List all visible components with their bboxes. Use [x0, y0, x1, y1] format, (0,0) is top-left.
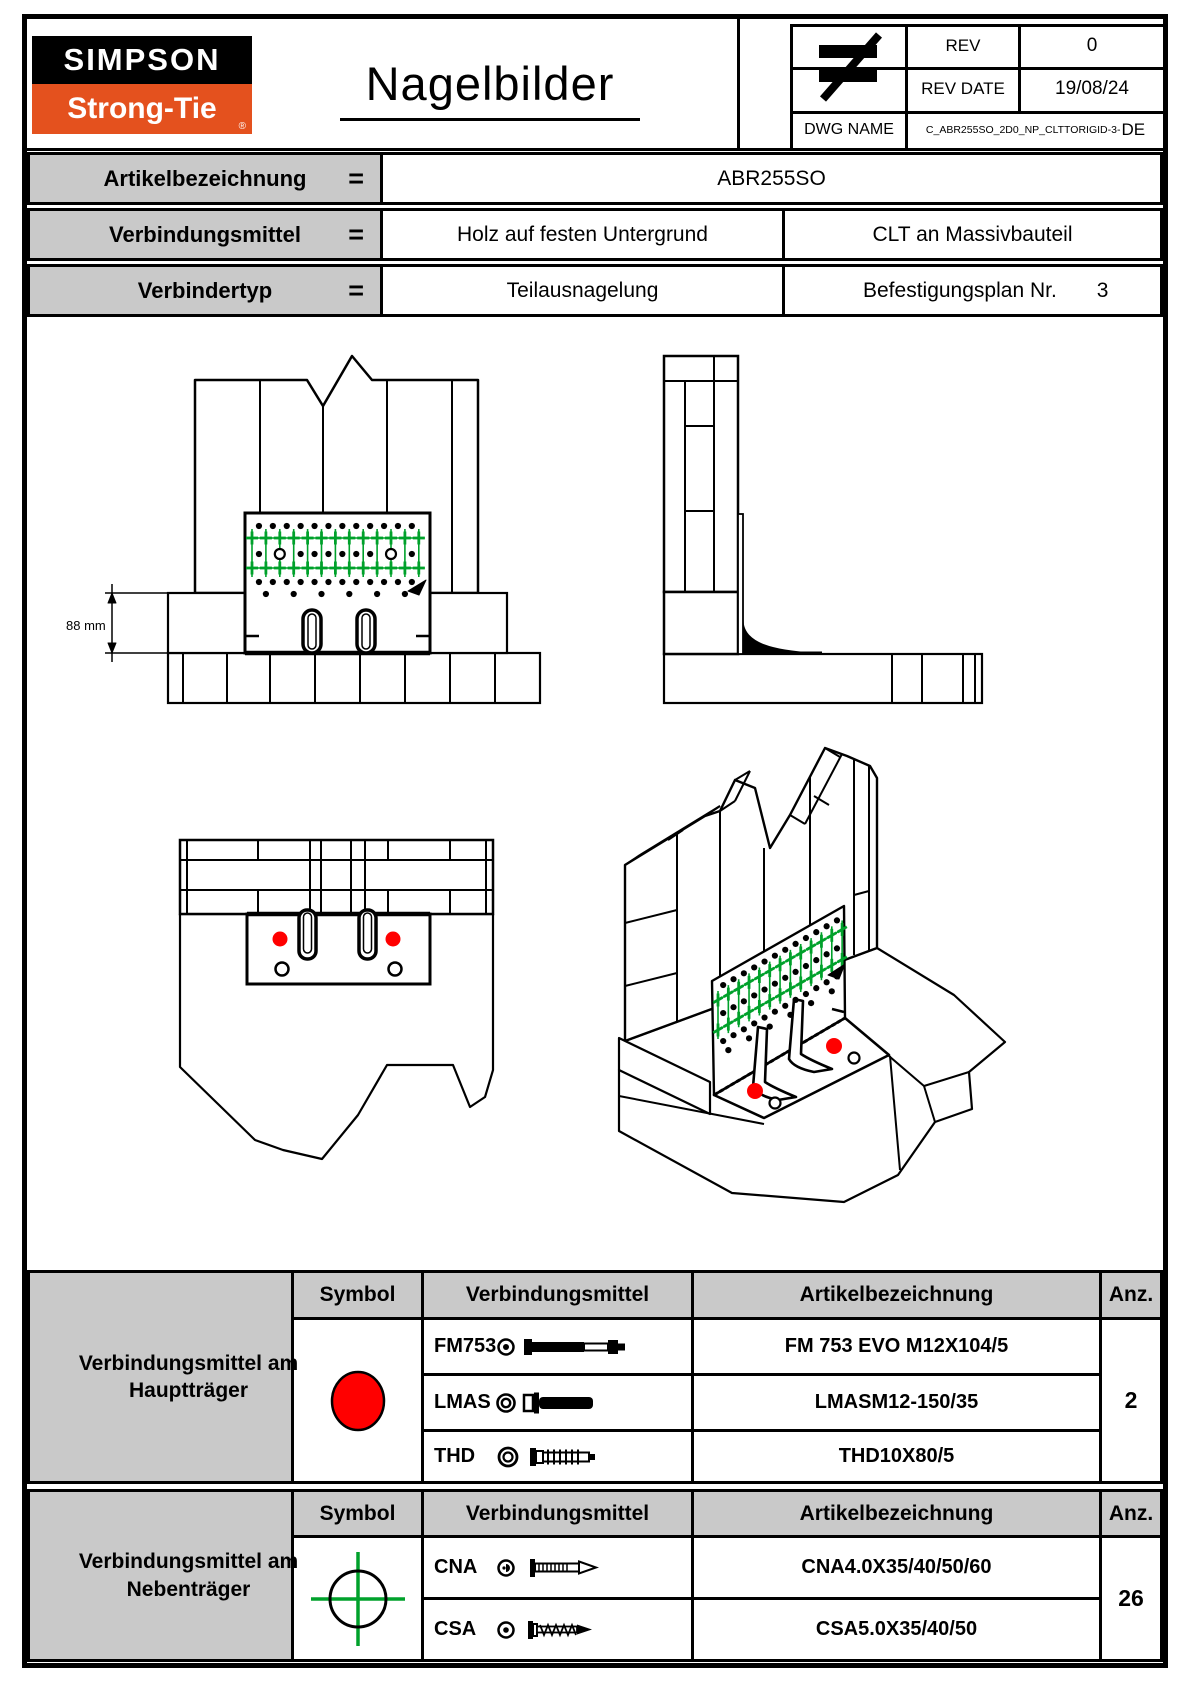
info-label-text: Verbindungsmittel [109, 221, 301, 247]
dimension-label: 88 mm [66, 618, 106, 633]
info-row-value-left [380, 264, 785, 317]
info-row-value [380, 152, 1163, 205]
fastener-type-value: Holz auf festen Untergrund [457, 222, 708, 246]
article-lmas: LMASM12-150/35 [814, 1391, 979, 1413]
connector-type-value: Teilausnagelung [506, 278, 659, 302]
dwg-name-suffix: DE [1121, 120, 1146, 139]
dwg-name-text: C_ABR255SO_2D0_NP_CLTTORIGID-3- [925, 124, 1121, 136]
logo-text-simpson: SIMPSON [63, 42, 221, 77]
column-header-fastener: Verbindungsmittel [465, 1501, 650, 1525]
rev-value: 0 [1086, 34, 1098, 56]
fastener-code: FM753 [434, 1335, 497, 1357]
info-row-value-right [782, 264, 1163, 317]
title-block-divider [737, 14, 740, 151]
column-header-symbol: Symbol [319, 1501, 396, 1525]
info-row-value-left [380, 208, 785, 261]
article-csa: CSA5.0X35/40/50 [815, 1618, 978, 1640]
fastener-row-csa [424, 1600, 691, 1659]
column-header-symbol: Symbol [319, 1283, 396, 1306]
equals-sign: = [348, 219, 364, 249]
column-header-qty: Anz. [1108, 1283, 1154, 1306]
column-header-qty: Anz. [1108, 1501, 1154, 1525]
side-view-drawing [570, 318, 1050, 710]
legend-table-nebentraeger [27, 1489, 1163, 1662]
article-cna: CNA4.0X35/40/50/60 [801, 1556, 992, 1578]
symbol-main-member [294, 1320, 421, 1481]
simpson-logo [32, 36, 252, 84]
fastener-code: CNA [434, 1556, 478, 1578]
info-row-label [27, 208, 383, 261]
rev-date-value: 19/08/24 [1055, 78, 1129, 99]
rev-label: REV [945, 35, 981, 55]
column-header-article: Artikelbezeichnung [799, 1283, 994, 1306]
article-thd: THD10X80/5 [838, 1445, 955, 1467]
legend-table-haupttraeger [27, 1270, 1163, 1484]
registered-mark: ® [238, 121, 246, 132]
isometric-view-drawing [552, 678, 1022, 1218]
symbol-secondary-member [294, 1538, 421, 1659]
article-designation-value: ABR255SO [717, 166, 826, 190]
lmas-anchor-icon [496, 1386, 686, 1420]
green-crosshair-icon [303, 1544, 413, 1654]
equals-sign: = [348, 275, 364, 305]
fastener-row-fm753 [424, 1320, 691, 1373]
page-title: Nagelbilder [340, 56, 640, 121]
article-fm753: FM 753 EVO M12X104/5 [784, 1335, 1009, 1357]
fastening-plan-number: 3 [1096, 278, 1109, 302]
fastener-row-lmas [424, 1376, 691, 1429]
rev-date-label: REV DATE [921, 79, 1005, 98]
fastener-code: LMAS [434, 1391, 491, 1413]
info-row-value-right [782, 208, 1163, 261]
thd-screw-icon [496, 1440, 686, 1474]
fastener-code: CSA [434, 1618, 477, 1640]
plan-view-drawing [140, 772, 560, 1192]
fastener-row-thd [424, 1432, 691, 1481]
info-label-text: Artikelbezeichnung [103, 165, 307, 191]
dwg-name-label: DWG NAME [804, 121, 894, 138]
fastening-plan-label: Befestigungsplan Nr. [863, 278, 1057, 302]
clt-value: CLT an Massivbauteil [872, 222, 1073, 246]
dwg-name-value [908, 111, 1163, 149]
column-header-article: Artikelbezeichnung [799, 1501, 994, 1525]
front-view-drawing [60, 318, 560, 710]
logo-text-strongtie: Strong-Tie [67, 92, 217, 125]
fastener-code: THD [434, 1445, 476, 1467]
red-circle-icon [323, 1366, 393, 1436]
info-label-text: Verbindertyp [137, 277, 273, 303]
group-label: Verbindungsmittel am Nebenträger [78, 1550, 299, 1601]
fastener-row-cna [424, 1538, 691, 1597]
info-row-label [27, 152, 383, 205]
equals-sign: = [348, 163, 364, 193]
group-label: Verbindungsmittel am Hauptträger [78, 1351, 299, 1402]
cna-nail-icon [496, 1551, 686, 1585]
column-header-fastener: Verbindungsmittel [465, 1283, 650, 1306]
strongtie-logo [32, 84, 252, 134]
csa-screw-icon [496, 1613, 686, 1647]
qty-secondary-member: 26 [1118, 1585, 1144, 1611]
fm753-bolt-icon [496, 1330, 686, 1364]
info-row-label [27, 264, 383, 317]
not-equal-symbol [793, 27, 905, 111]
not-equal-icon [799, 29, 899, 109]
qty-main-member: 2 [1124, 1387, 1138, 1413]
